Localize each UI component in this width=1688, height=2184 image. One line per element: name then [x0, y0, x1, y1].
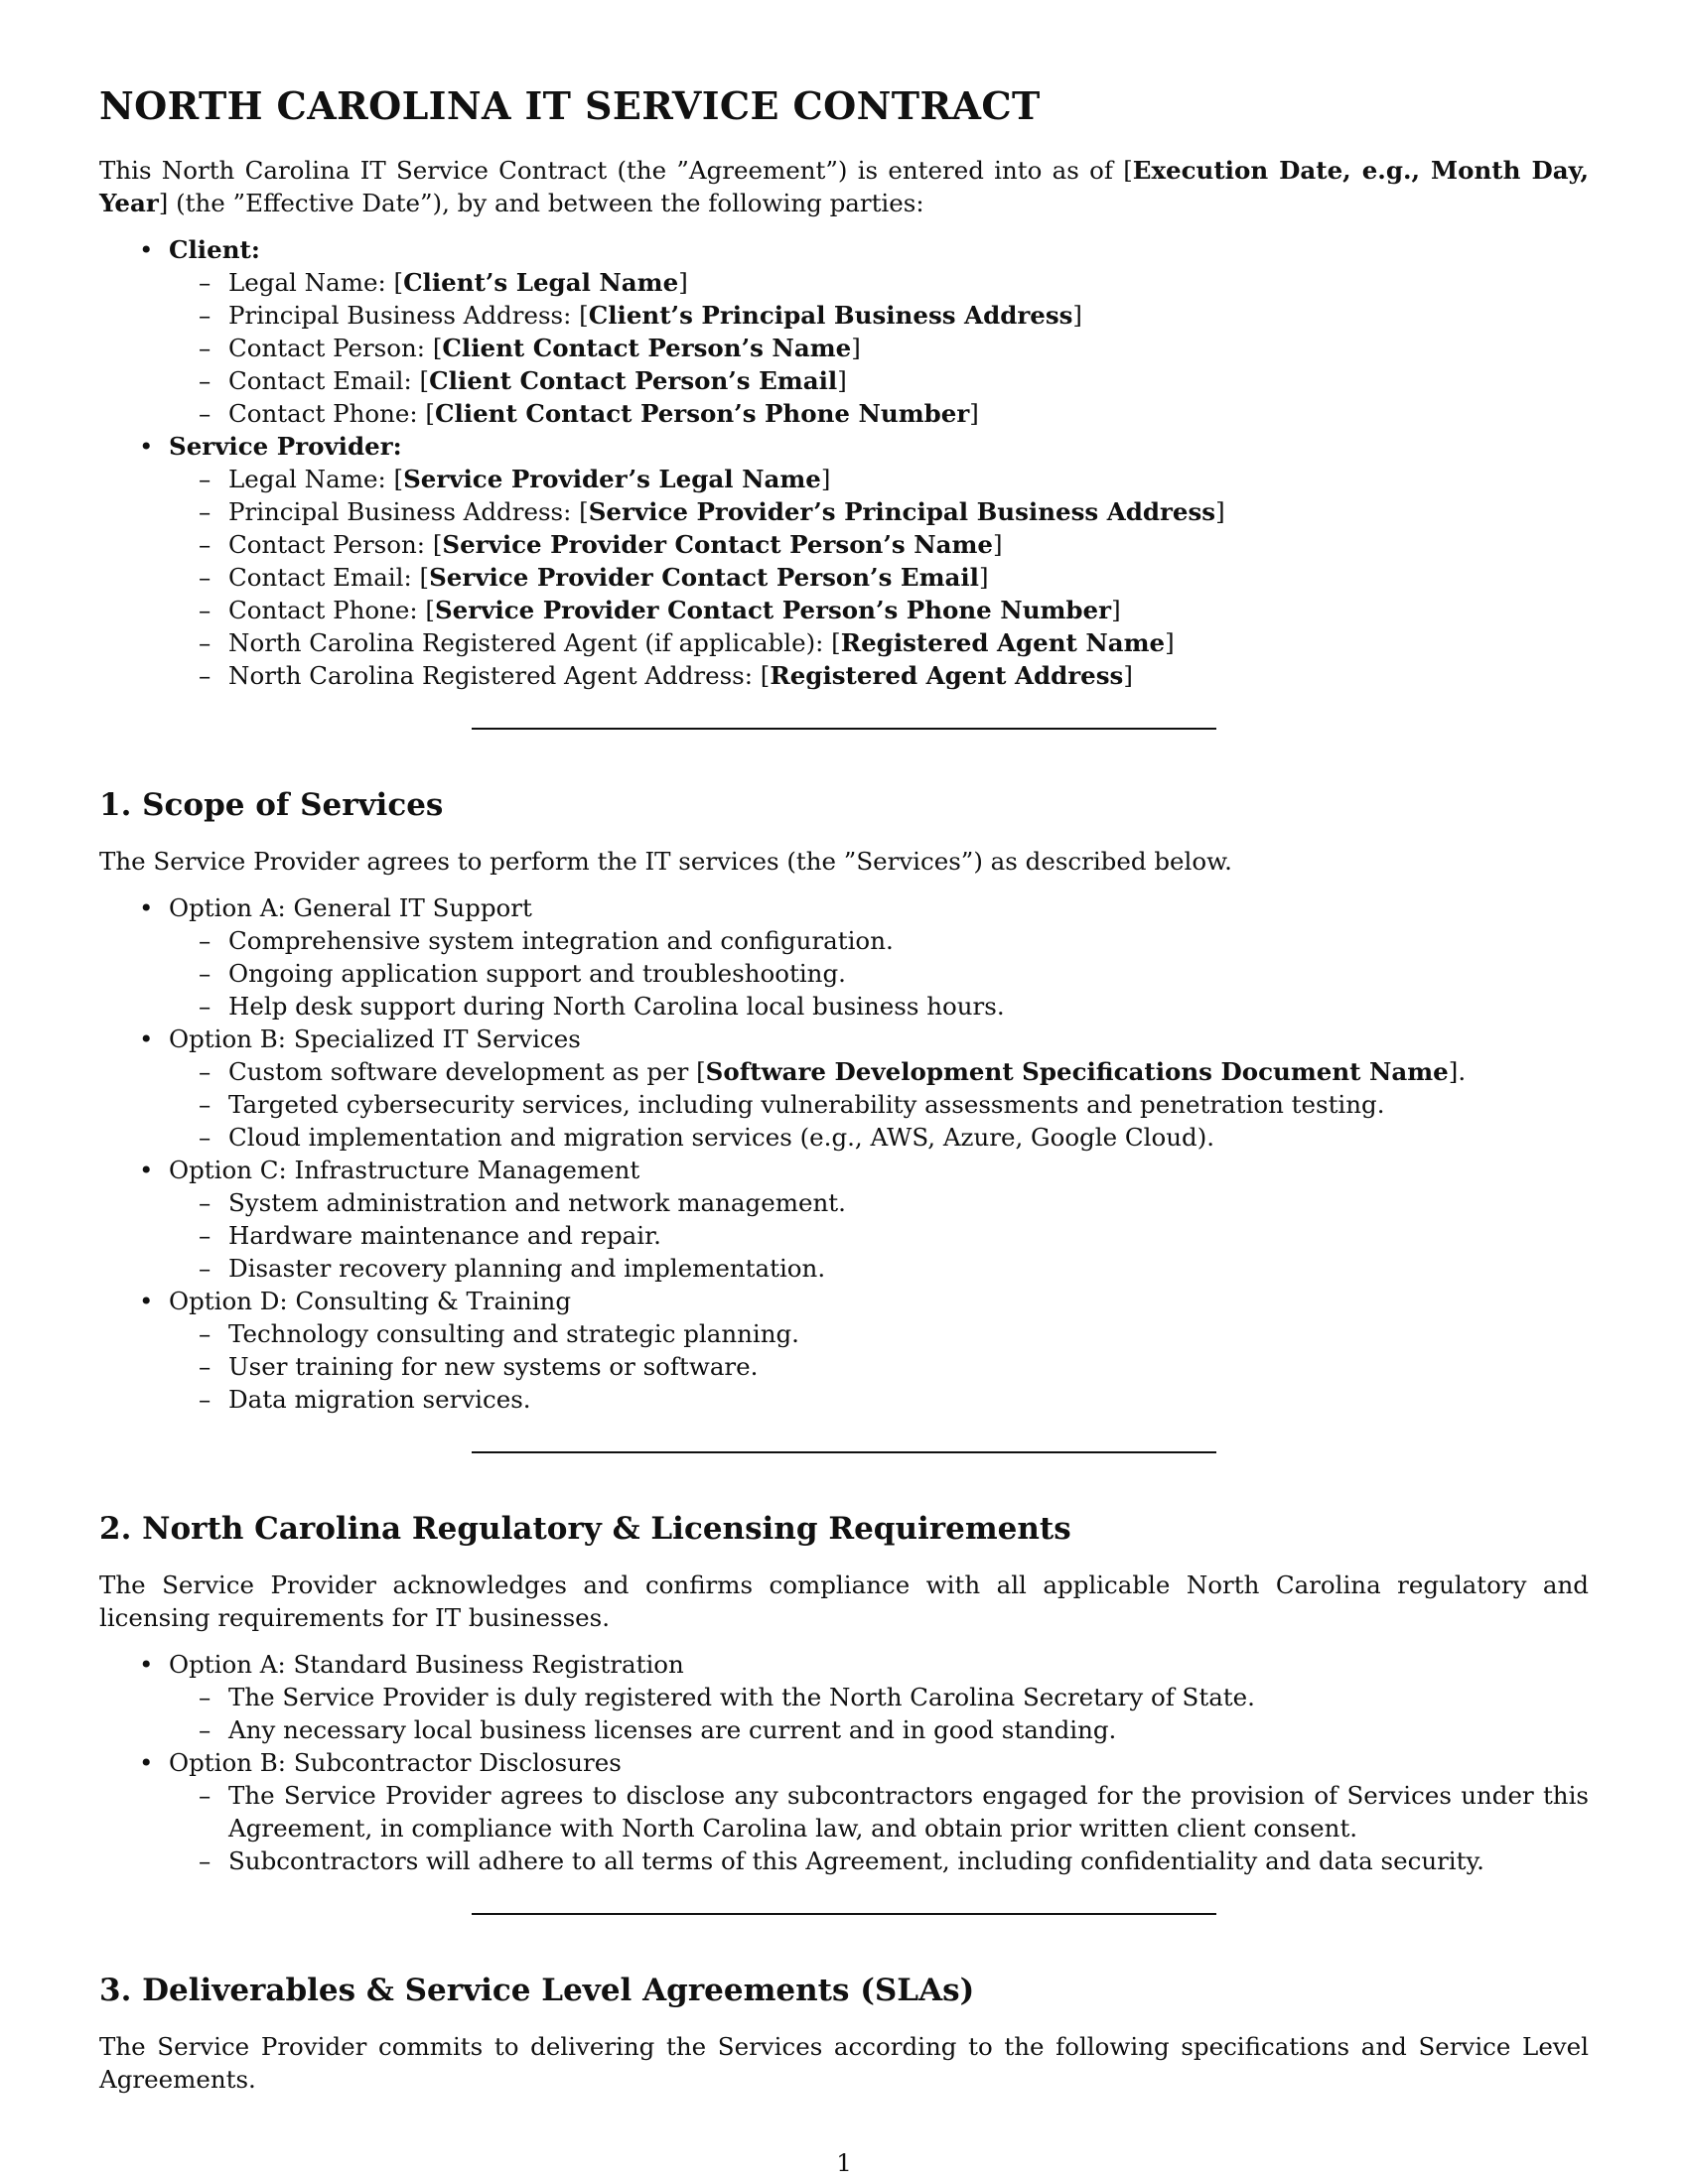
list-item: – The Service Provider is duly registered with the North Carolina Secretary of State. — [199, 1681, 1589, 1713]
party-service-provider: • Service Provider: – Legal Name: [Service Provider’s Legal Name] – Principal Business Address: [Service Provider’s Principal Business Address] – Contact Person: [Service Provider Contact Person’s Name] – Contact Email: [Service Provider Contact Person’s Email] – Contact Phone: [Service Provider Contact Person’s Phone Number] – North Carolina Registered Agent (if applicable): [Registered Agent Name] – North Carolina Registered Agent Address: [Registered Agent Address] — [139, 430, 1589, 692]
section-1-intro: The Service Provider agrees to perform the IT services (the ”Services”) as described below. — [99, 847, 1232, 876]
list-item: – User training for new systems or software. — [199, 1350, 1589, 1383]
list-item: – Technology consulting and strategic planning. — [199, 1317, 1589, 1350]
option-c: • Option C: Infrastructure Management – System administration and network management. – Hardware maintenance and repair. – Disaster recovery planning and implementation. — [139, 1154, 1589, 1285]
document-title: NORTH CAROLINA IT SERVICE CONTRACT — [99, 83, 1041, 128]
option-b: • Option B: Subcontractor Disclosures – The Service Provider agrees to disclose any subcontractors engaged for the provision of Services under this Agreement, in compliance with North Carolina law, and obtain prior written client consent. – Subcontractors will adhere to all terms of this Agreement, including confidentiality and data security. — [139, 1746, 1589, 1877]
section-2-heading: 2. North Carolina Regulatory & Licensing Requirements — [99, 1511, 1071, 1547]
list-item: – Disaster recovery planning and implementation. — [199, 1252, 1589, 1285]
list-item: – The Service Provider agrees to disclose any subcontractors engaged for the provision of Services under this Agreement, in compliance with North Carolina law, and obtain prior written client consent. — [199, 1779, 1589, 1844]
section-divider — [472, 1451, 1216, 1453]
list-item: – Custom software development as per [Software Development Specifications Document Name]. — [199, 1055, 1589, 1088]
client-contact-person: – Contact Person: [Client Contact Person’s Name] — [199, 332, 1589, 364]
list-item: – Any necessary local business licenses are current and in good standing. — [199, 1713, 1589, 1746]
section-2-options — [99, 1648, 1589, 1877]
section-divider — [472, 1913, 1216, 1915]
client-contact-email: – Contact Email: [Client Contact Person’s Email] — [199, 364, 1589, 397]
list-item: – Help desk support during North Carolina local business hours. — [199, 990, 1589, 1023]
list-item: – Subcontractors will adhere to all terms of this Agreement, including confidentiality and data security. — [199, 1844, 1589, 1877]
section-1-options — [99, 891, 1589, 1416]
client-contact-phone: – Contact Phone: [Client Contact Person’s Phone Number] — [199, 397, 1589, 430]
provider-registered-agent-address: – North Carolina Registered Agent Address: [Registered Agent Address] — [199, 659, 1589, 692]
provider-registered-agent: – North Carolina Registered Agent (if applicable): [Registered Agent Name] — [199, 626, 1589, 659]
provider-legal-name: – Legal Name: [Service Provider’s Legal Name] — [199, 463, 1589, 495]
client-address: – Principal Business Address: [Client’s Principal Business Address] — [199, 299, 1589, 332]
document-page — [99, 83, 1589, 2110]
list-item: – Cloud implementation and migration services (e.g., AWS, Azure, Google Cloud). — [199, 1121, 1589, 1154]
parties-list — [99, 233, 1589, 692]
provider-contact-email: – Contact Email: [Service Provider Contact Person’s Email] — [199, 561, 1589, 594]
intro-paragraph: This North Carolina IT Service Contract (the ”Agreement”) is entered into as of [Execution Date, e.g., Month Day, Year] (the ”Effective Date”), by and between the following parties: — [99, 156, 1589, 217]
client-legal-name: – Legal Name: [Client’s Legal Name] — [199, 266, 1589, 299]
provider-address: – Principal Business Address: [Service Provider’s Principal Business Address] — [199, 495, 1589, 528]
section-2-intro: The Service Provider acknowledges and confirms compliance with all applicable North Carolina regulatory and licensing requirements for IT businesses. — [99, 1570, 1589, 1632]
option-d: • Option D: Consulting & Training – Technology consulting and strategic planning. – User training for new systems or software. – Data migration services. — [139, 1285, 1589, 1416]
execution-date-placeholder: Execution Date, e.g., Month Day, Year — [99, 156, 1589, 217]
page-number: 1 — [836, 2148, 852, 2177]
list-item: – System administration and network management. — [199, 1186, 1589, 1219]
section-3-heading: 3. Deliverables & Service Level Agreements (SLAs) — [99, 1973, 975, 2008]
option-a: • Option A: General IT Support – Comprehensive system integration and configuration. – Ongoing application support and troubleshooting. – Help desk support during North Carolina local business hours. — [139, 891, 1589, 1023]
list-item: – Hardware maintenance and repair. — [199, 1219, 1589, 1252]
section-1-heading: 1. Scope of Services — [99, 787, 444, 823]
list-item: – Comprehensive system integration and configuration. — [199, 924, 1589, 957]
option-a: • Option A: Standard Business Registration – The Service Provider is duly registered with the North Carolina Secretary of State. – Any necessary local business licenses are current and in good standing. — [139, 1648, 1589, 1746]
list-item: – Ongoing application support and troubleshooting. — [199, 957, 1589, 990]
option-b: • Option B: Specialized IT Services – Custom software development as per [Software Development Specifications Document Name]. – Targeted cybersecurity services, including vulnerability assessments and penetration testing. – Cloud implementation and migration services (e.g., AWS, Azure, Google Cloud). — [139, 1023, 1589, 1154]
list-item: – Data migration services. — [199, 1383, 1589, 1416]
provider-contact-person: – Contact Person: [Service Provider Contact Person’s Name] — [199, 528, 1589, 561]
provider-contact-phone: – Contact Phone: [Service Provider Contact Person’s Phone Number] — [199, 594, 1589, 626]
party-client: • Client: – Legal Name: [Client’s Legal Name] – Principal Business Address: [Client’s Principal Business Address] – Contact Person: [Client Contact Person’s Name] – Contact Email: [Client Contact Person’s Email] – Contact Phone: [Client Contact Person’s Phone Number] — [139, 233, 1589, 430]
section-3-intro: The Service Provider commits to delivering the Services according to the following specifications and Service Level Agreements. — [99, 2032, 1589, 2094]
list-item: – Targeted cybersecurity services, including vulnerability assessments and penetration testing. — [199, 1088, 1589, 1121]
section-divider — [472, 728, 1216, 730]
